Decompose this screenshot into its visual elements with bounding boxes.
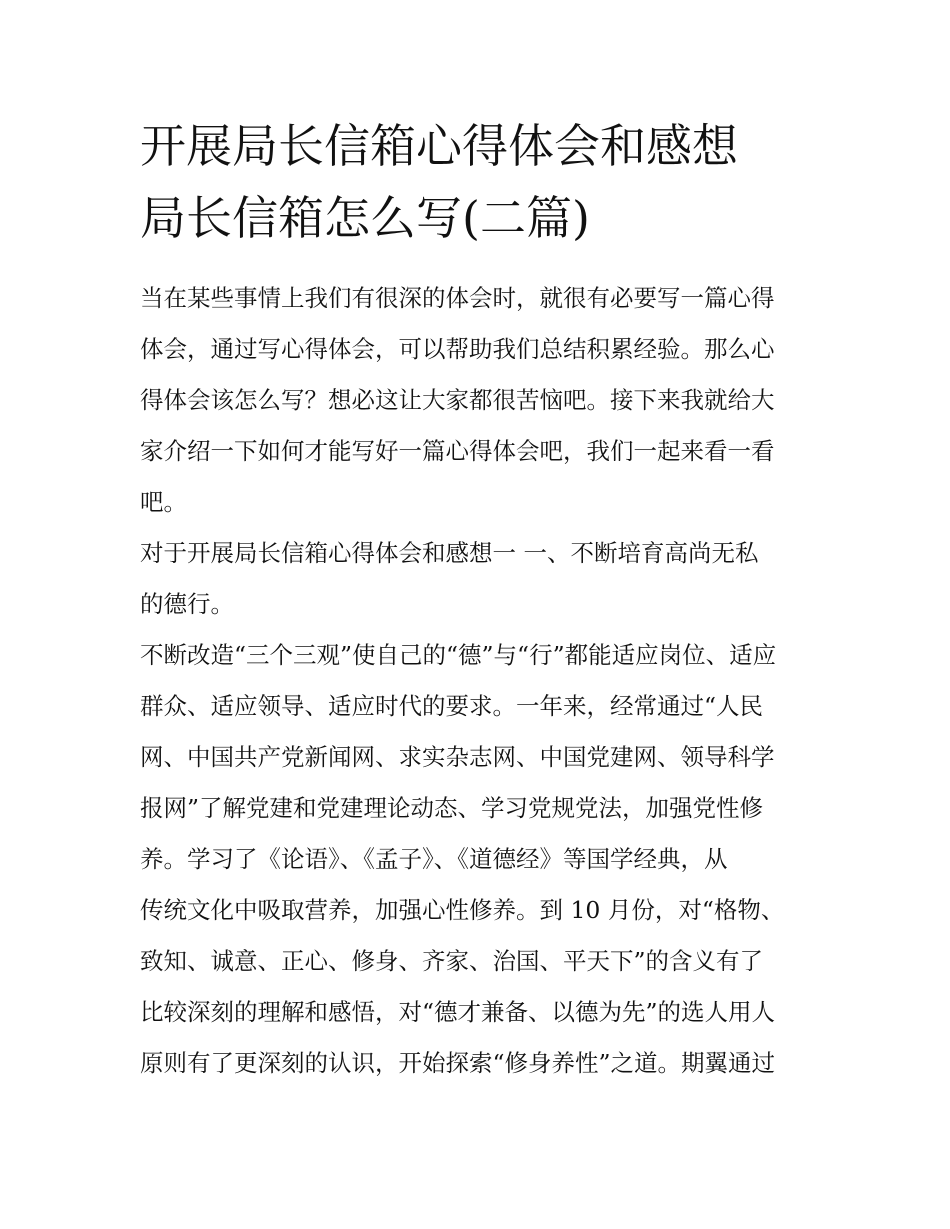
body-line: 原则有了更深刻的认识，开始探索“修身养性”之道。期翼通过	[140, 1049, 776, 1077]
body-line: 致知、诚意、正心、修身、齐家、治国、平天下”的含义有了	[140, 947, 764, 975]
document-title	[140, 110, 820, 254]
body-line: 家介绍一下如何才能写好一篇心得体会吧，我们一起来看一看	[140, 437, 775, 465]
body-line: 不断改造“三个三观”使自己的“德”与“行”都能适应岗位、适应	[140, 641, 777, 669]
body-line: 网、中国共产党新闻网、求实杂志网、中国党建网、领导科学	[140, 743, 775, 771]
body-line: 体会，通过写心得体会，可以帮助我们总结积累经验。那么心	[140, 335, 775, 363]
body-line: 当在某些事情上我们有很深的体会时，就很有必要写一篇心得	[140, 284, 775, 312]
document-body	[140, 273, 820, 1089]
body-line: 吧。	[140, 488, 187, 516]
body-line: 群众、适应领导、适应时代的要求。一年来，经常通过“人民	[140, 692, 764, 720]
body-line: 报网”了解党建和党建理论动态、学习党规党法，加强党性修	[140, 794, 764, 822]
body-line: 比较深刻的理解和感悟，对“德才兼备、以德为先”的选人用人	[140, 998, 776, 1026]
title-line: 开展局长信箱心得体会和感想	[140, 119, 738, 173]
body-line: 对于开展局长信箱心得体会和感想一 一、不断培育高尚无私	[140, 539, 759, 567]
body-line: 传统文化中吸取营养，加强心性修养。到 10 月份，对“格物、	[140, 896, 785, 924]
body-line: 得体会该怎么写？想必这让大家都很苦恼吧。接下来我就给大	[140, 386, 775, 414]
title-line: 局长信箱怎么写(二篇)	[140, 191, 590, 245]
body-line: 的德行。	[140, 590, 234, 618]
body-line: 养。学习了《论语》、《孟子》、《道德经》等国学经典，从	[140, 845, 728, 873]
